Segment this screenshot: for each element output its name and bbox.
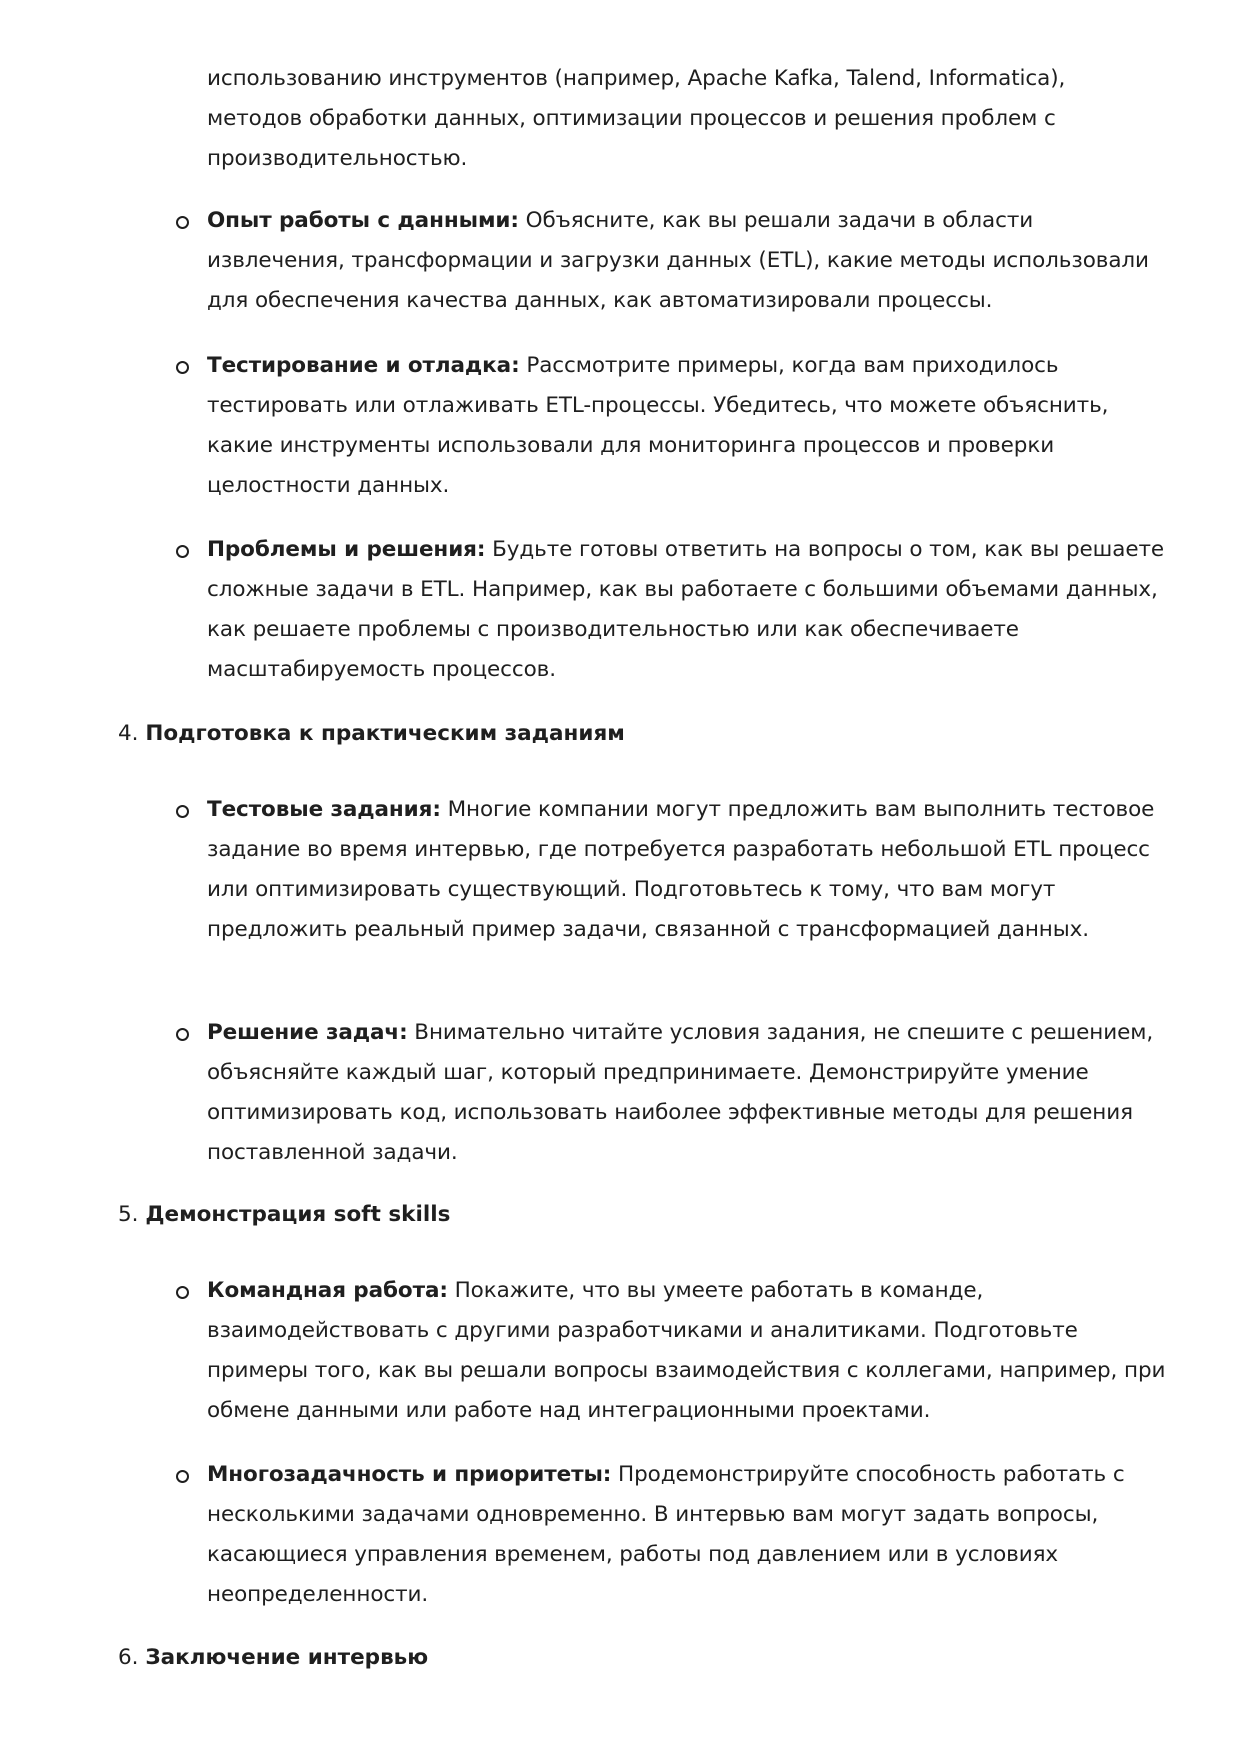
continuation-paragraph: [207, 59, 1167, 179]
circle-bullet-icon: [176, 216, 189, 229]
item-bold-label: Многозадачность и приоритеты:: [207, 1462, 612, 1487]
list-item: [207, 530, 1167, 690]
item-text: Внимательно читайте условия задания, не спешите с решением, объясняйте каждый шаг, который предпринимаете. Демонстрируйте умение оптимизировать код, использовать наиболее эффективные методы для решения поставленной задачи.: [207, 1020, 1154, 1165]
item-text: Покажите, что вы умеете работать в команде, взаимодействовать с другими разработчиками и аналитиками. Подготовьте примеры того, как вы решали вопросы взаимодействия с коллегами, например, при обмене данными или работе над интеграционными проектами.: [207, 1278, 1166, 1423]
circle-bullet-icon: [176, 1286, 189, 1299]
list-item: [207, 346, 1167, 506]
item-bold-label: Тестовые задания:: [207, 797, 441, 822]
item-text: Продемонстрируйте способность работать с несколькими задачами одновременно. В интервью вам могут задать вопросы, касающиеся управления временем, работы под давлением или в условиях неопределенности.: [207, 1462, 1125, 1607]
item-text: Будьте готовы ответить на вопросы о том, как вы решаете сложные задачи в ETL. Например, как вы работаете с большими объемами данных, как решаете проблемы с производительностью или как обеспечиваете масштабируемость процессов.: [207, 537, 1165, 682]
circle-bullet-icon: [176, 1028, 189, 1041]
item-bold-label: Опыт работы с данными:: [207, 208, 519, 233]
item-bold-label: Решение задач:: [207, 1020, 408, 1045]
continuation-text: использованию инструментов (например, Apache Kafka, Talend, Informatica), методов обработки данных, оптимизации процессов и решения проблем с производительностью.: [207, 66, 1066, 171]
list-item: [207, 790, 1167, 950]
item-bold-label: Командная работа:: [207, 1278, 448, 1303]
section-number: 4.: [118, 721, 139, 746]
circle-bullet-icon: [176, 361, 189, 374]
circle-bullet-icon: [176, 805, 189, 818]
section-heading-6: [118, 1638, 428, 1678]
item-bold-label: Тестирование и отладка:: [207, 353, 520, 378]
list-item: [207, 1013, 1167, 1173]
list-item: [207, 201, 1167, 321]
list-item: [207, 1455, 1167, 1615]
section-number: 6.: [118, 1645, 139, 1670]
section-title: Демонстрация soft skills: [145, 1202, 451, 1227]
section-number: 5.: [118, 1202, 139, 1227]
section-heading-4: [118, 714, 625, 754]
item-bold-label: Проблемы и решения:: [207, 537, 486, 562]
section-heading-5: [118, 1195, 450, 1235]
section-title: Подготовка к практическим заданиям: [145, 721, 625, 746]
item-text: Рассмотрите примеры, когда вам приходилось тестировать или отлаживать ETL-процессы. Убедитесь, что можете объяснить, какие инструменты использовали для мониторинга процессов и проверки целостности данных.: [207, 353, 1109, 498]
item-text: Многие компании могут предложить вам выполнить тестовое задание во время интервью, где потребуется разработать небольшой ETL процесс или оптимизировать существующий. Подготовьтесь к тому, что вам могут предложить реальный пример задачи, связанной с трансформацией данных.: [207, 797, 1155, 942]
circle-bullet-icon: [176, 545, 189, 558]
circle-bullet-icon: [176, 1470, 189, 1483]
item-text: Объясните, как вы решали задачи в области извлечения, трансформации и загрузки данных (ETL), какие методы использовали для обеспечения качества данных, как автоматизировали процессы.: [207, 208, 1149, 313]
list-item: [207, 1271, 1167, 1431]
section-title: Заключение интервью: [145, 1645, 429, 1670]
